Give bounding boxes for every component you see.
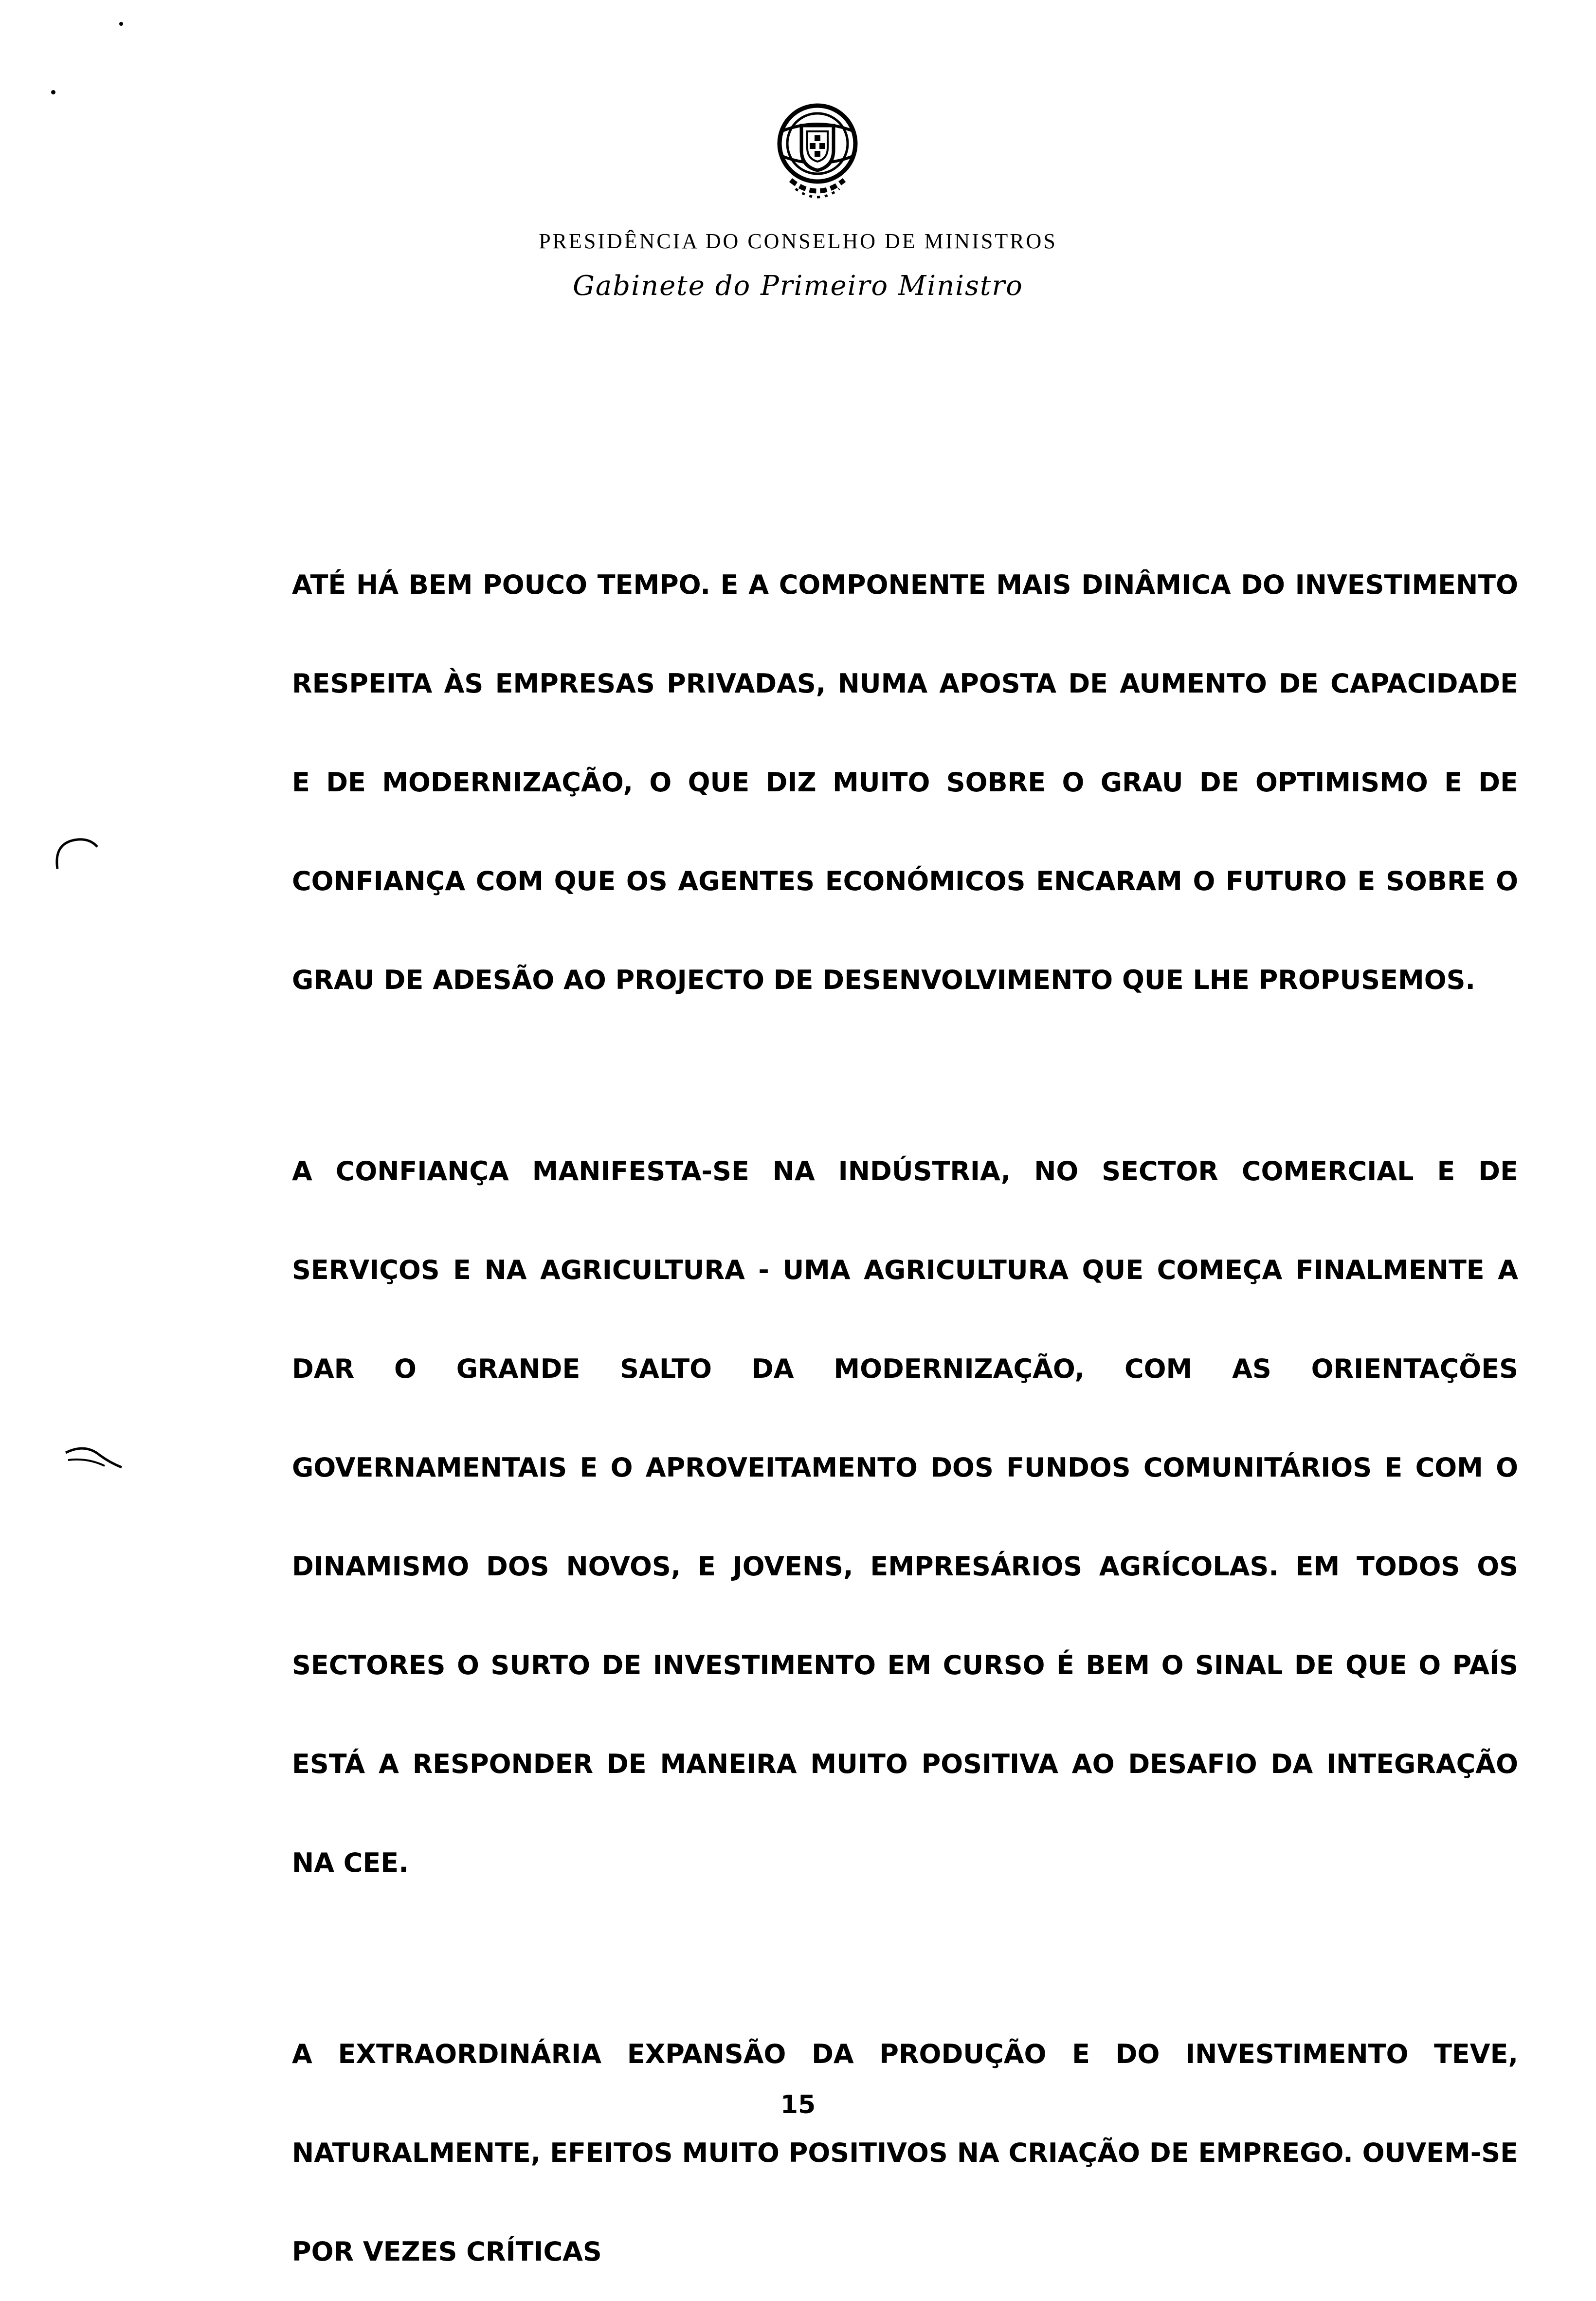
paragraph-1: ATÉ HÁ BEM POUCO TEMPO. E A COMPONENTE MAIS DINÂMICA DO INVESTIMENTO RESPEITA ÀS EMPRESAS PRIVADAS, NUMA APOSTA DE AUMENTO DE CAPACIDADE E DE MODERNIZAÇÃO, O QUE DIZ MUITO SOBRE O GRAU DE OPTIMISMO E DE CONFIANÇA COM QUE OS AGENTES ECONÓMICOS ENCARAM O FUTURO E SOBRE O GRAU DE ADESÃO AO PROJECTO DE DESENVOLVIMENTO QUE LHE PROPUSEMOS. [292, 569, 1518, 995]
paragraph-2: A CONFIANÇA MANIFESTA-SE NA INDÚSTRIA, NO SECTOR COMERCIAL E DE SERVIÇOS E NA AGRICULTURA - UMA AGRICULTURA QUE COMEÇA FINALMENTE A DAR O GRANDE SALTO DA MODERNIZAÇÃO, COM AS ORIENTAÇÕES GOVERNAMENTAIS E O APROVEITAMENTO DOS FUNDOS COMUNITÁRIOS E COM O DINAMISMO DOS NOVOS, E JOVENS, EMPRESÁRIOS AGRÍCOLAS. EM TODOS OS SECTORES O SURTO DE INVESTIMENTO EM CURSO É BEM O SINAL DE QUE O PAÍS ESTÁ A RESPONDER DE MANEIRA MUITO POSITIVA AO DESAFIO DA INTEGRAÇÃO NA CEE. [292, 1156, 1518, 1878]
office-subheading: Gabinete do Primeiro Ministro [573, 270, 1023, 302]
organization-heading: PRESIDÊNCIA DO CONSELHO DE MINISTROS [539, 229, 1057, 253]
scan-speck [51, 90, 55, 94]
page-number: 15 [780, 2090, 816, 2119]
document-body [292, 535, 1518, 2301]
paragraph-3: A EXTRAORDINÁRIA EXPANSÃO DA PRODUÇÃO E DO INVESTIMENTO TEVE, NATURALMENTE, EFEITOS MUITO POSITIVOS NA CRIAÇÃO DE EMPREGO. OUVEM-SE POR VEZES CRÍTICAS [292, 2039, 1518, 2267]
margin-annotation-mark [44, 830, 117, 883]
portuguese-coat-of-arms-icon [762, 97, 873, 209]
scan-speck [119, 22, 123, 26]
margin-annotation-mark [58, 1441, 136, 1479]
